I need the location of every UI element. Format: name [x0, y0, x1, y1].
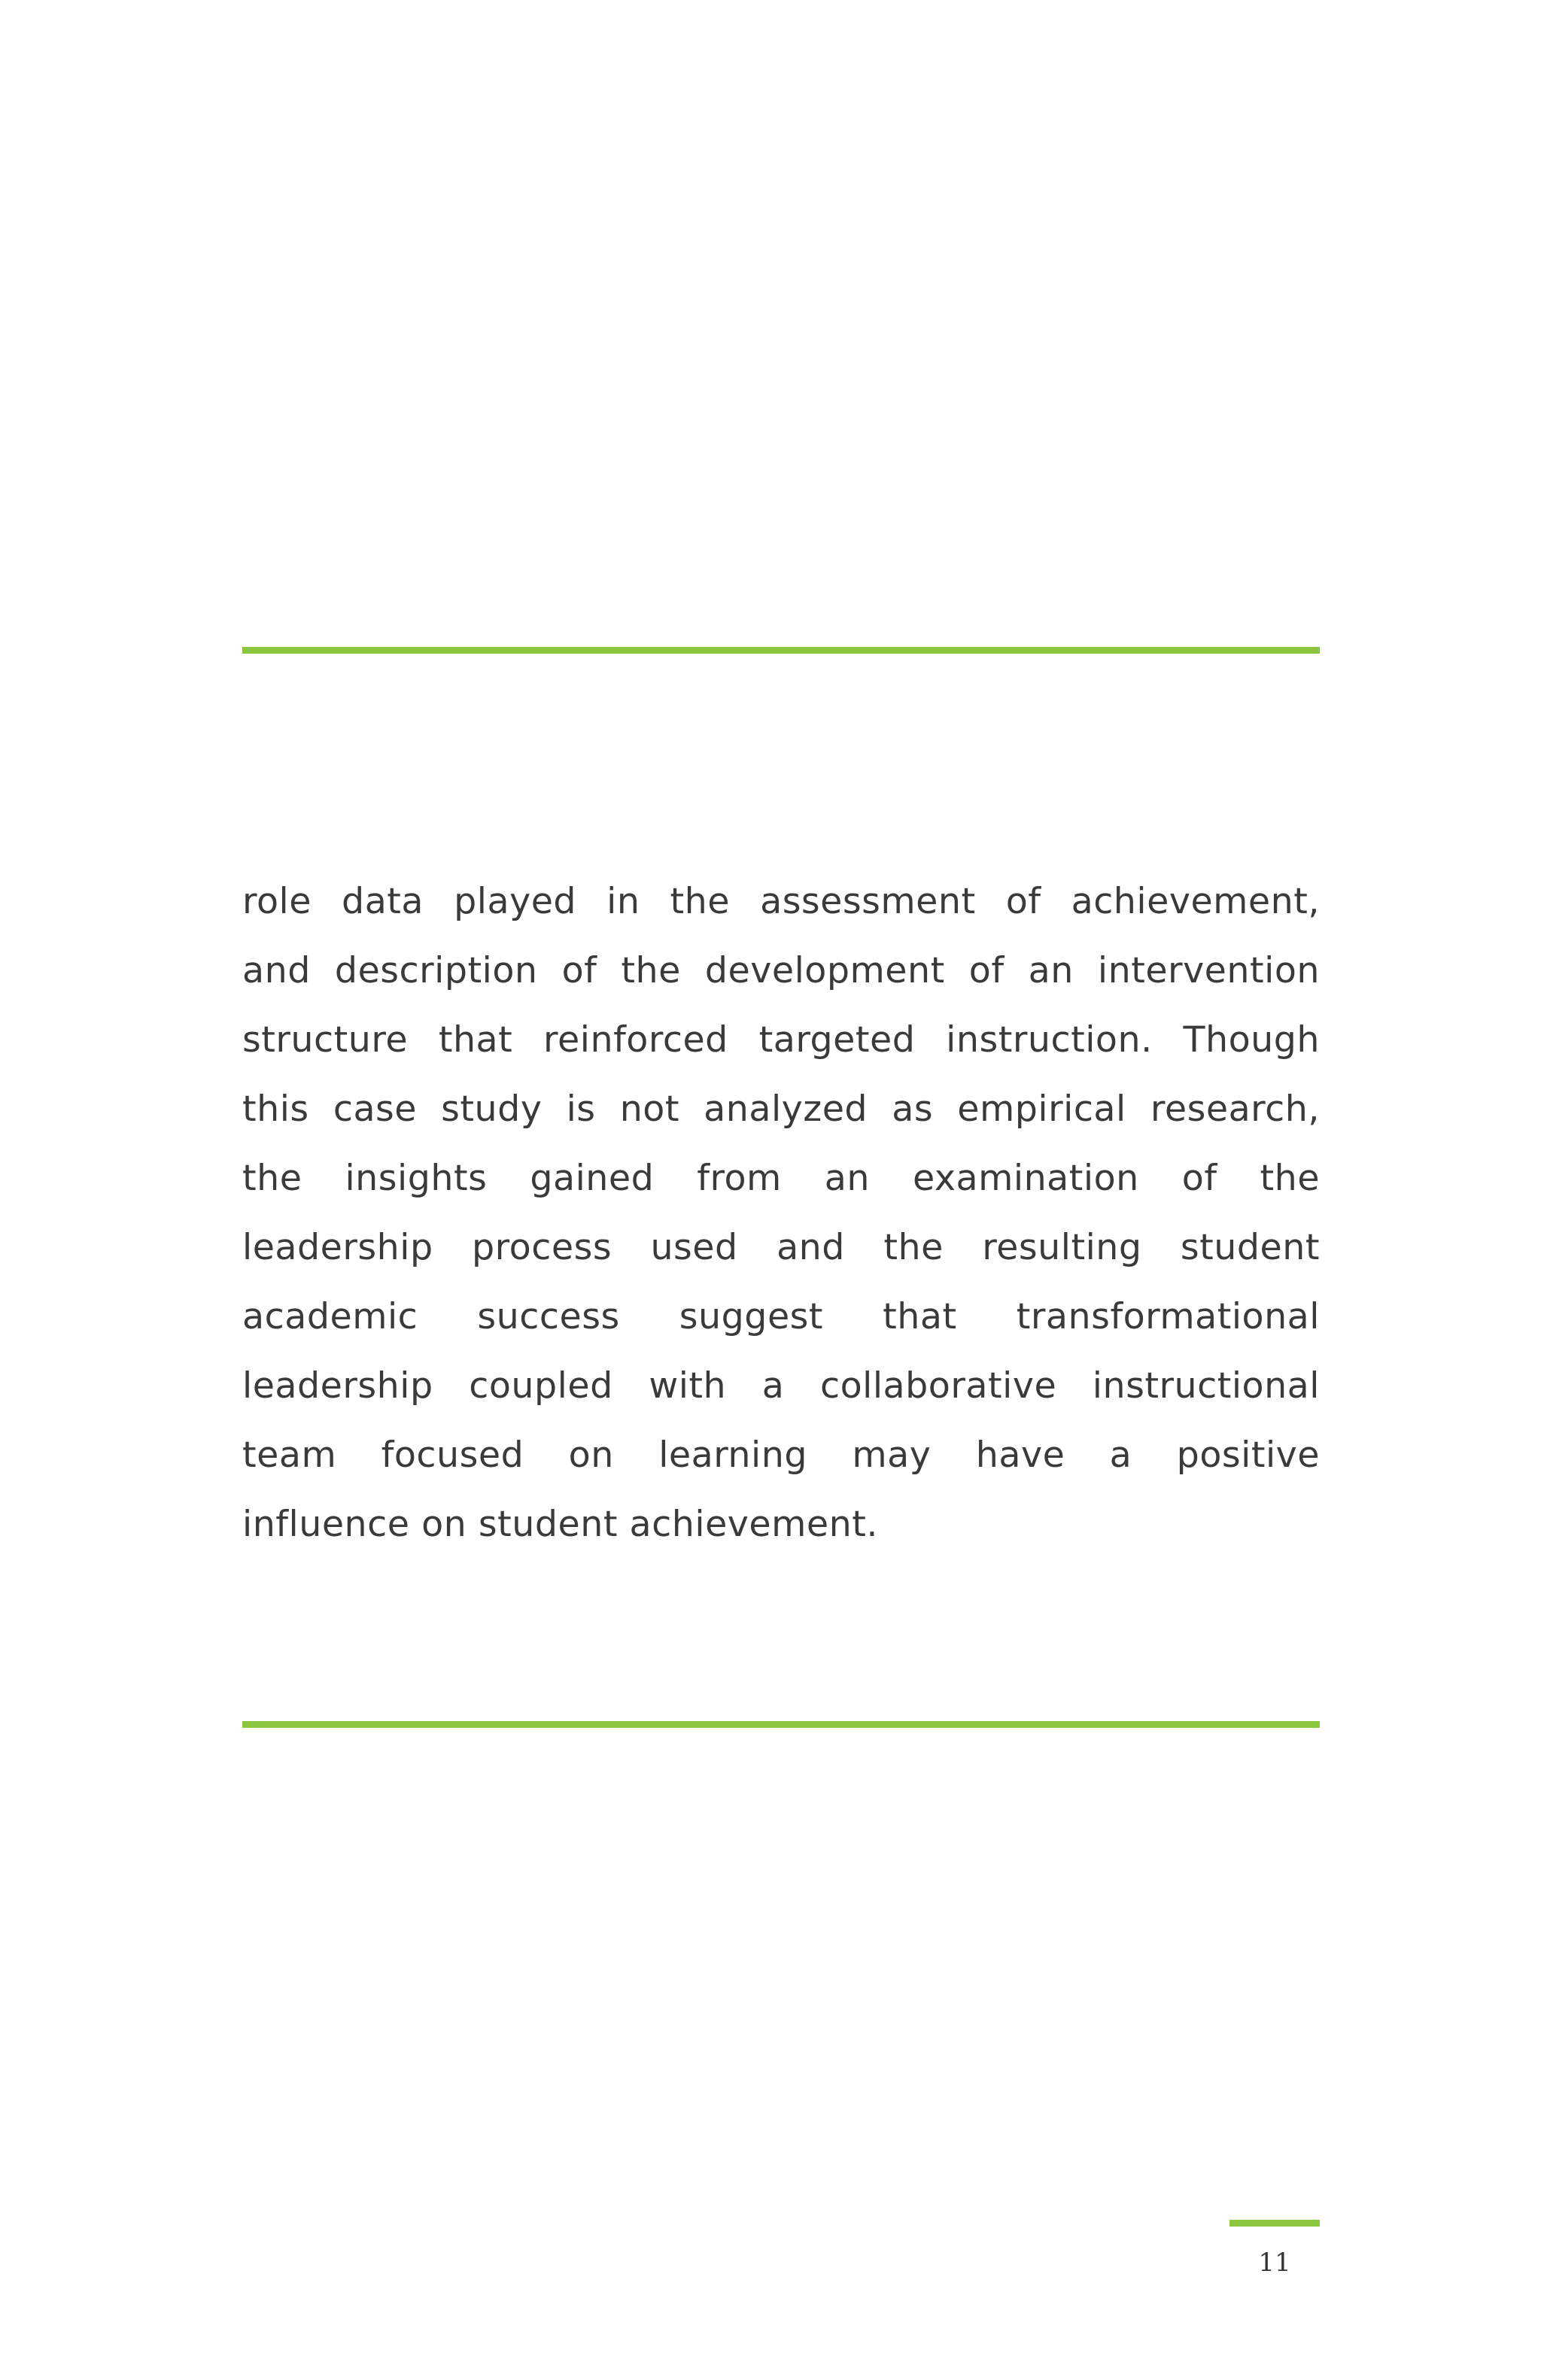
paragraph-line: team focused on learning may have a positive: [242, 1434, 1320, 1476]
paragraph-line: leadership process used and the resulting student: [242, 1227, 1320, 1268]
body-paragraph: [242, 867, 1320, 1559]
paragraph-line: academic success suggest that transformational: [242, 1296, 1320, 1337]
paragraph-line: leadership coupled with a collaborative instructional: [242, 1365, 1320, 1407]
paragraph-line: and description of the development of an intervention: [242, 950, 1320, 991]
paragraph-line: role data played in the assessment of achievement,: [242, 881, 1320, 922]
paragraph-line: influence on student achievement.: [242, 1504, 878, 1545]
top-divider: [242, 647, 1320, 654]
bottom-divider: [242, 1721, 1320, 1728]
page-number: 11: [1258, 2248, 1291, 2278]
paragraph-line: the insights gained from an examination of the: [242, 1158, 1320, 1199]
paragraph-line: structure that reinforced targeted instruction. Though: [242, 1019, 1320, 1061]
page-number-rule: [1229, 2220, 1320, 2227]
paragraph-line: this case study is not analyzed as empirical research,: [242, 1088, 1320, 1130]
